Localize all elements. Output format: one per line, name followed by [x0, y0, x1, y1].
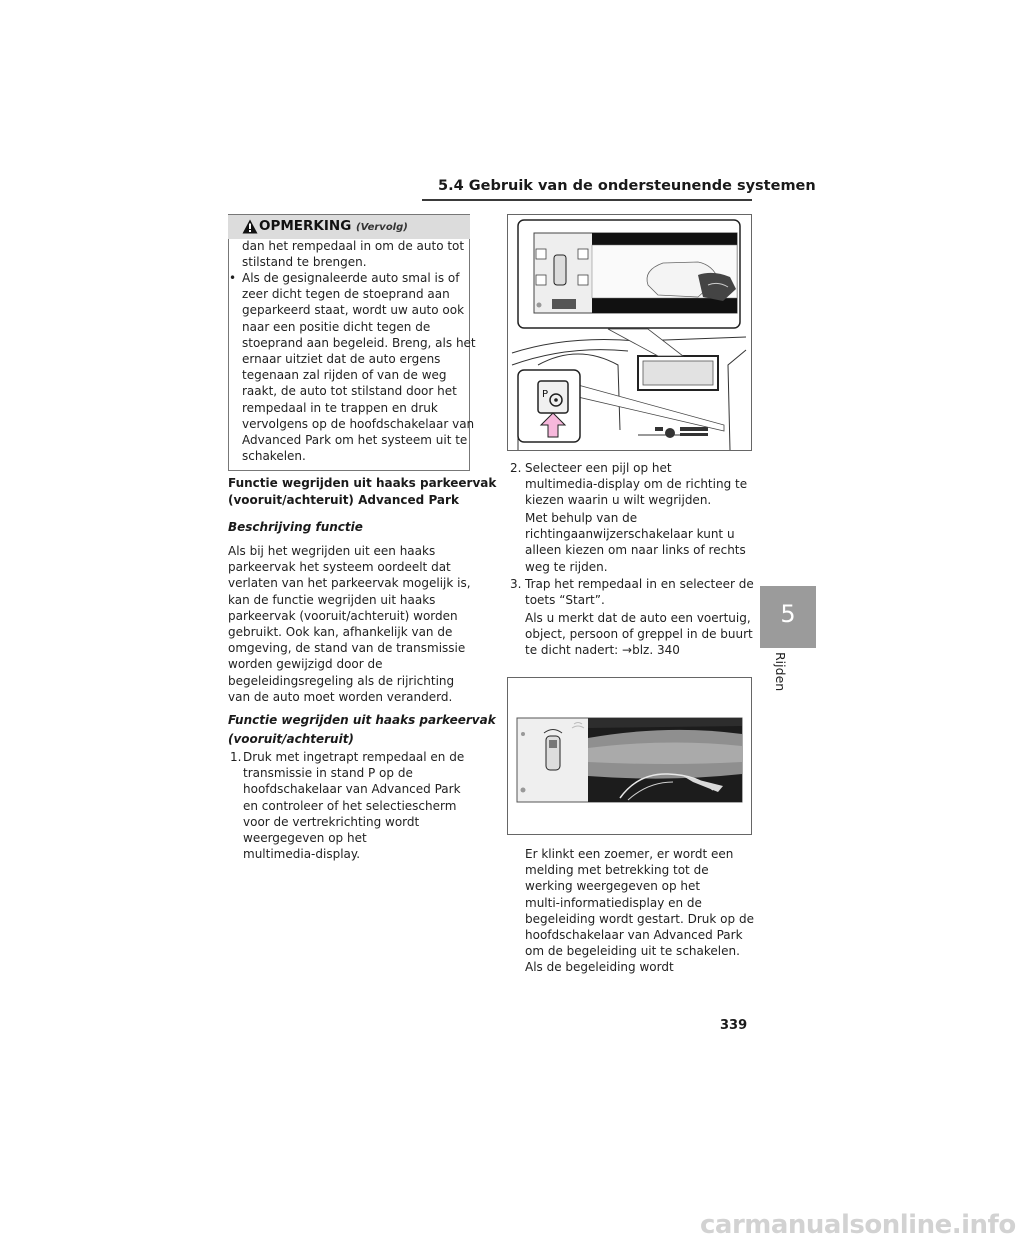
text-line: Druk met ingetrapt rempedaal en de: [243, 750, 465, 764]
text-line: worden gewijzigd door de: [228, 657, 383, 672]
text-line: Met behulp van de: [525, 511, 638, 525]
text-line: richtingaanwijzerschakelaar kunt u: [525, 527, 735, 542]
text-line: en controleer of het selectiescherm: [243, 798, 457, 813]
text-line: om de begeleiding uit te schakelen.: [525, 944, 740, 959]
text-line: stilstand te brengen.: [242, 255, 367, 270]
text-line: gebruikt. Ook kan, afhankelijk van de: [228, 624, 453, 639]
section-title: 5.4 Gebruik van de ondersteunende systemen: [438, 178, 816, 194]
text-line: weergegeven op het: [243, 830, 367, 845]
text-line: parkeervak (vooruit/achteruit) worden: [228, 608, 458, 623]
text-line: kiezen waarin u wilt wegrijden.: [525, 493, 712, 508]
page-number: 339: [720, 1018, 748, 1033]
text-line: zeer dicht tegen de stoeprand aan: [242, 287, 450, 302]
dashboard-illustration: [507, 214, 752, 451]
step-1-number: 1.: [230, 750, 242, 764]
text-line: multi-informatiedisplay en de: [525, 895, 702, 910]
heading-line: (vooruit/achteruit): [228, 732, 354, 746]
text-line: alleen kiezen om naar links of rechts: [525, 543, 746, 558]
text-line: Selecteer een pijl op het: [525, 461, 672, 475]
description-paragraph: [228, 543, 471, 705]
text-line: toets “Start”.: [525, 593, 605, 608]
notice-text-b: [242, 270, 476, 464]
notice-title: OPMERKING: [259, 218, 352, 234]
heading-line: Functie wegrijden uit haaks parkeervak: [228, 713, 496, 727]
text-line: stoeprand aan begeleid. Breng, als het: [242, 335, 476, 350]
chapter-label: Rijden: [773, 652, 788, 692]
text-line: weg te rijden.: [525, 559, 608, 574]
text-line: parkeervak het systeem oordeelt dat: [228, 560, 451, 575]
step-3-text: [525, 576, 754, 608]
text-line: verlaten van het parkeervak mogelijk is,: [228, 576, 471, 591]
step-3-number: 3.: [510, 577, 522, 591]
text-line: van de auto moet worden veranderd.: [228, 689, 453, 704]
step-2-note: [525, 510, 746, 575]
text-line: kan de functie wegrijden uit haaks: [228, 592, 436, 607]
text-line: Als u merkt dat de auto een voertuig,: [525, 611, 751, 625]
chapter-number: 5: [780, 600, 796, 628]
function-title: [228, 711, 496, 749]
warning-triangle-icon: [242, 219, 258, 234]
text-line: Er klinkt een zoemer, er wordt een: [525, 847, 734, 861]
watermark: carmanualsonline.info: [700, 1210, 1016, 1240]
text-line: schakelen.: [242, 449, 306, 464]
text-line: Als de begeleiding wordt: [525, 960, 674, 975]
text-line: raakt, de auto tot stilstand door het: [242, 384, 457, 399]
step-3-note: [525, 610, 753, 659]
text-line: tegenaan zal rijden of van de weg: [242, 368, 447, 383]
text-line: multimedia-display om de richting te: [525, 477, 748, 492]
text-line: te dicht nadert: →blz. 340: [525, 643, 680, 658]
heading-line: (vooruit/achteruit) Advanced Park: [228, 493, 459, 507]
text-line: voor de vertrekrichting wordt: [243, 814, 420, 829]
text-line: omgeving, de stand van de transmissie: [228, 641, 466, 656]
heading-line: Functie wegrijden uit haaks parkeervak: [228, 476, 497, 490]
text-line: rempedaal in te trappen en druk: [242, 400, 438, 415]
text-line: vervolgens op de hoofdschakelaar van: [242, 416, 475, 431]
notice-bullet: •: [229, 271, 237, 285]
text-line: geparkeerd staat, wordt uw auto ook: [242, 303, 465, 318]
text-line: hoofdschakelaar van Advanced Park: [525, 927, 743, 942]
text-line: Als bij het wegrijden uit een haaks: [228, 544, 436, 558]
text-line: begeleiding wordt gestart. Druk op de: [525, 911, 754, 926]
feature-heading: [228, 475, 496, 509]
chapter-label-wrap: [774, 652, 788, 712]
text-line: object, persoon of greppel in de buurt: [525, 627, 753, 642]
header-rule: [422, 199, 752, 201]
text-line: multimedia-display.: [243, 847, 361, 862]
button-letter: P: [542, 389, 549, 400]
text-line: Als de gesignaleerde auto smal is of: [242, 271, 460, 285]
text-line: begeleidingsregeling als de rijrichting: [228, 673, 455, 688]
text-line: Advanced Park om het systeem uit te: [242, 432, 468, 447]
step-2-number: 2.: [510, 461, 522, 475]
desc-title: Beschrijving functie: [228, 520, 363, 534]
step-1-text: [243, 749, 464, 862]
step-2-text: [525, 460, 747, 509]
after-figure-text: [525, 846, 754, 976]
text-line: naar een positie dicht tegen de: [242, 319, 431, 334]
text-line: transmissie in stand P op de: [243, 766, 413, 781]
text-line: ernaar uitziet dat de auto ergens: [242, 351, 441, 366]
notice-text-a: [242, 238, 464, 270]
text-line: melding met betrekking tot de: [525, 863, 709, 878]
text-line: werking weergegeven op het: [525, 879, 701, 894]
text-line: Trap het rempedaal in en selecteer de: [525, 577, 754, 591]
parking-screen-illustration: [507, 677, 752, 835]
text-line: dan het rempedaal in om de auto tot: [242, 239, 465, 253]
notice-subtitle: (Vervolg): [356, 222, 408, 233]
text-line: hoofdschakelaar van Advanced Park: [243, 782, 461, 797]
